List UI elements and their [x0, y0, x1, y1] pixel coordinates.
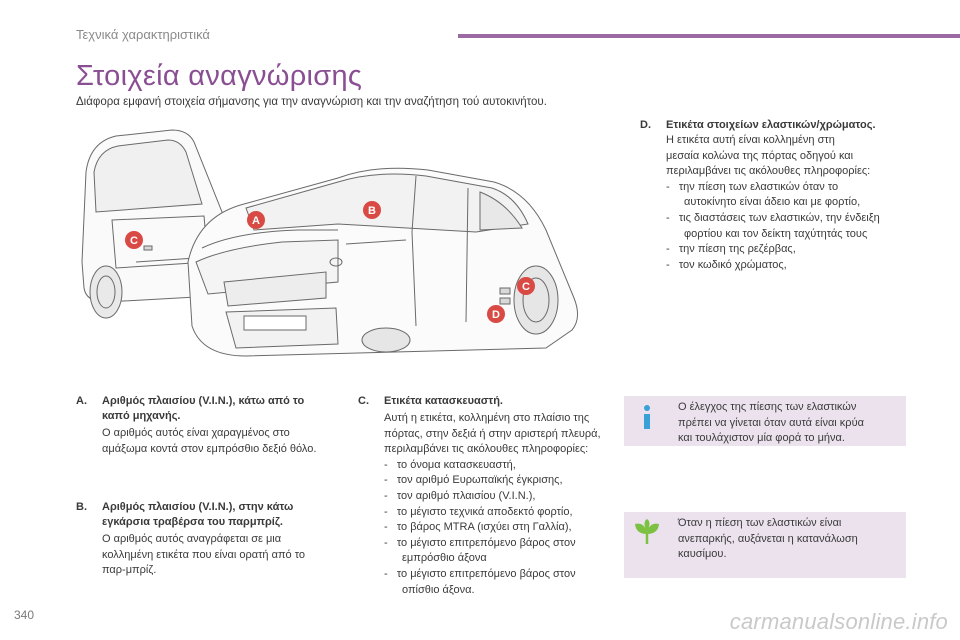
section-a-letter: A.: [76, 395, 87, 407]
marker-a-label: A: [252, 215, 260, 227]
section-c-letter: C.: [358, 395, 369, 407]
section-d-body: Η ετικέτα αυτή είναι κολλημένη στη μεσαία κολώνα της πόρτας οδηγού και περιλαμβάνει τις ακόλουθες πληροφορίες: - την πίεση των ελαστικών όταν το αυτοκίνητο είναι άδειο και με φορτίο, - τις διαστάσεις των ελαστικών, την ένδειξη φορτίου και τον δείκτη ταχύτητάς τους - την πίεση της ρεζέρβας, - τον κωδικό χρώματος,: [640, 133, 940, 273]
section-c-body: Αυτή η ετικέτα, κολλημένη στο πλαίσιο της πόρτας, στην δεξιά ή στην αριστερή πλευρά, περιλαμβάνει τις ακόλουθες πληροφορίες: - το όνομα κατασκευαστή, - τον αριθμό Ευρωπαϊκής έγκρισης, - τον αριθμό πλαισίου (V.I.N.), - το μέγιστο τεχνικά αποδεκτό φορτίο, - το βάρος MTRA (ισχύει στη Γαλλία), - το μέγιστο επιτρεπόμενο βάρος στον εμπρόσθιο άξονα - το μέγιστο επιτρεπόμενο βάρος στον οπίσθιο άξονα.: [358, 411, 622, 598]
list-item: - τον κωδικό χρώματος,: [666, 258, 787, 271]
marker-c-rear-label: C: [130, 235, 138, 247]
eco-box: Όταν η πίεση των ελαστικών είναι ανεπαρκής, αυξάνεται η κατανάλωση καυσίμου.: [624, 512, 906, 578]
section-b-letter: B.: [76, 501, 87, 513]
list-item: - τον αριθμό Ευρωπαϊκής έγκρισης,: [384, 474, 563, 487]
list-item: οπίσθιο άξονα.: [402, 583, 475, 596]
list-item: - το μέγιστο τεχνικά αποδεκτό φορτίο,: [384, 505, 573, 518]
marker-c-rear: [125, 231, 143, 249]
page-title: Στοιχεία αναγνώρισης: [76, 60, 363, 92]
marker-a: [247, 211, 265, 229]
section-c-title: Ετικέτα κατασκευαστή.: [384, 395, 503, 407]
list-item: εμπρόσθιο άξονα: [402, 552, 487, 565]
marker-b: [363, 201, 381, 219]
list-item: - το μέγιστο επιτρεπόμενο βάρος στον: [384, 536, 576, 549]
page-subtitle: Διάφορα εμφανή στοιχεία σήμανσης για την αναγνώριση και την αναζήτηση τού αυτοκινήτου.: [76, 96, 547, 108]
car-illustration: [76, 112, 596, 378]
info-icon: [640, 404, 654, 430]
section-d-letter: D.: [640, 119, 651, 131]
marker-d: [487, 305, 505, 323]
page-number: 340: [14, 608, 35, 622]
marker-c-front: [517, 277, 535, 295]
marker-c-front-label: C: [522, 281, 530, 293]
section-a-body: Ο αριθμός αυτός είναι χαραγμένος στο αμάξωμα κοντά στον εμπρόσθιο δεξιό θόλο.: [102, 427, 317, 455]
list-item: αυτοκίνητο είναι άδειο και με φορτίο,: [684, 196, 861, 209]
header-accent-bar: [458, 34, 960, 38]
list-item: - το όνομα κατασκευαστή,: [384, 458, 516, 471]
section-d: [640, 118, 940, 273]
section-a: A. Αριθμός πλαισίου (V.I.N.), κάτω από το καπό μηχανής. Ο αριθμός αυτός είναι χαραγμένος στο αμάξωμα κοντά στον εμπρόσθιο δεξιό θόλο.: [76, 394, 346, 457]
section-b-title: Αριθμός πλαισίου (V.I.N.), στην κάτω: [102, 501, 294, 513]
eco-leaf-icon: [632, 518, 662, 546]
list-item: - τις διαστάσεις των ελαστικών, την ένδειξη: [666, 211, 880, 224]
section-c: [358, 394, 622, 598]
section-d-title: Ετικέτα στοιχείων ελαστικών/χρώματος.: [666, 119, 876, 131]
list-item: - την πίεση της ρεζέρβας,: [666, 243, 796, 256]
marker-d-label: D: [492, 309, 500, 321]
info-box: Ο έλεγχος της πίεσης των ελαστικών πρέπει να γίνεται όταν αυτά είναι κρύα και τουλάχιστον μία φορά το μήνα.: [624, 396, 906, 446]
list-item: - το μέγιστο επιτρεπόμενο βάρος στον: [384, 567, 576, 580]
marker-b-label: B: [368, 205, 376, 217]
list-item: - τον αριθμό πλαισίου (V.I.N.),: [384, 489, 536, 502]
section-a-title: Αριθμός πλαισίου (V.I.N.), κάτω από το: [102, 395, 305, 407]
list-item: - το βάρος MTRA (ισχύει στη Γαλλία),: [384, 521, 572, 534]
list-item: φορτίου και τον δείκτη ταχύτητάς τους: [684, 227, 868, 240]
section-label: Τεχνικά χαρακτηριστικά: [76, 27, 210, 42]
watermark: carmanualsonline.info: [729, 609, 948, 634]
section-b: B. Αριθμός πλαισίου (V.I.N.), στην κάτω εγκάρσια τραβέρσα του παρμπρίζ. Ο αριθμός αυτός αναγράφεται σε μια κολλημένη ετικέτα που είναι ορατή από το παρ-μπρίζ.: [76, 500, 346, 579]
section-b-body: Ο αριθμός αυτός αναγράφεται σε μια κολλημένη ετικέτα που είναι ορατή από το παρ-μπρίζ.: [102, 533, 306, 577]
list-item: - την πίεση των ελαστικών όταν το: [666, 180, 839, 193]
